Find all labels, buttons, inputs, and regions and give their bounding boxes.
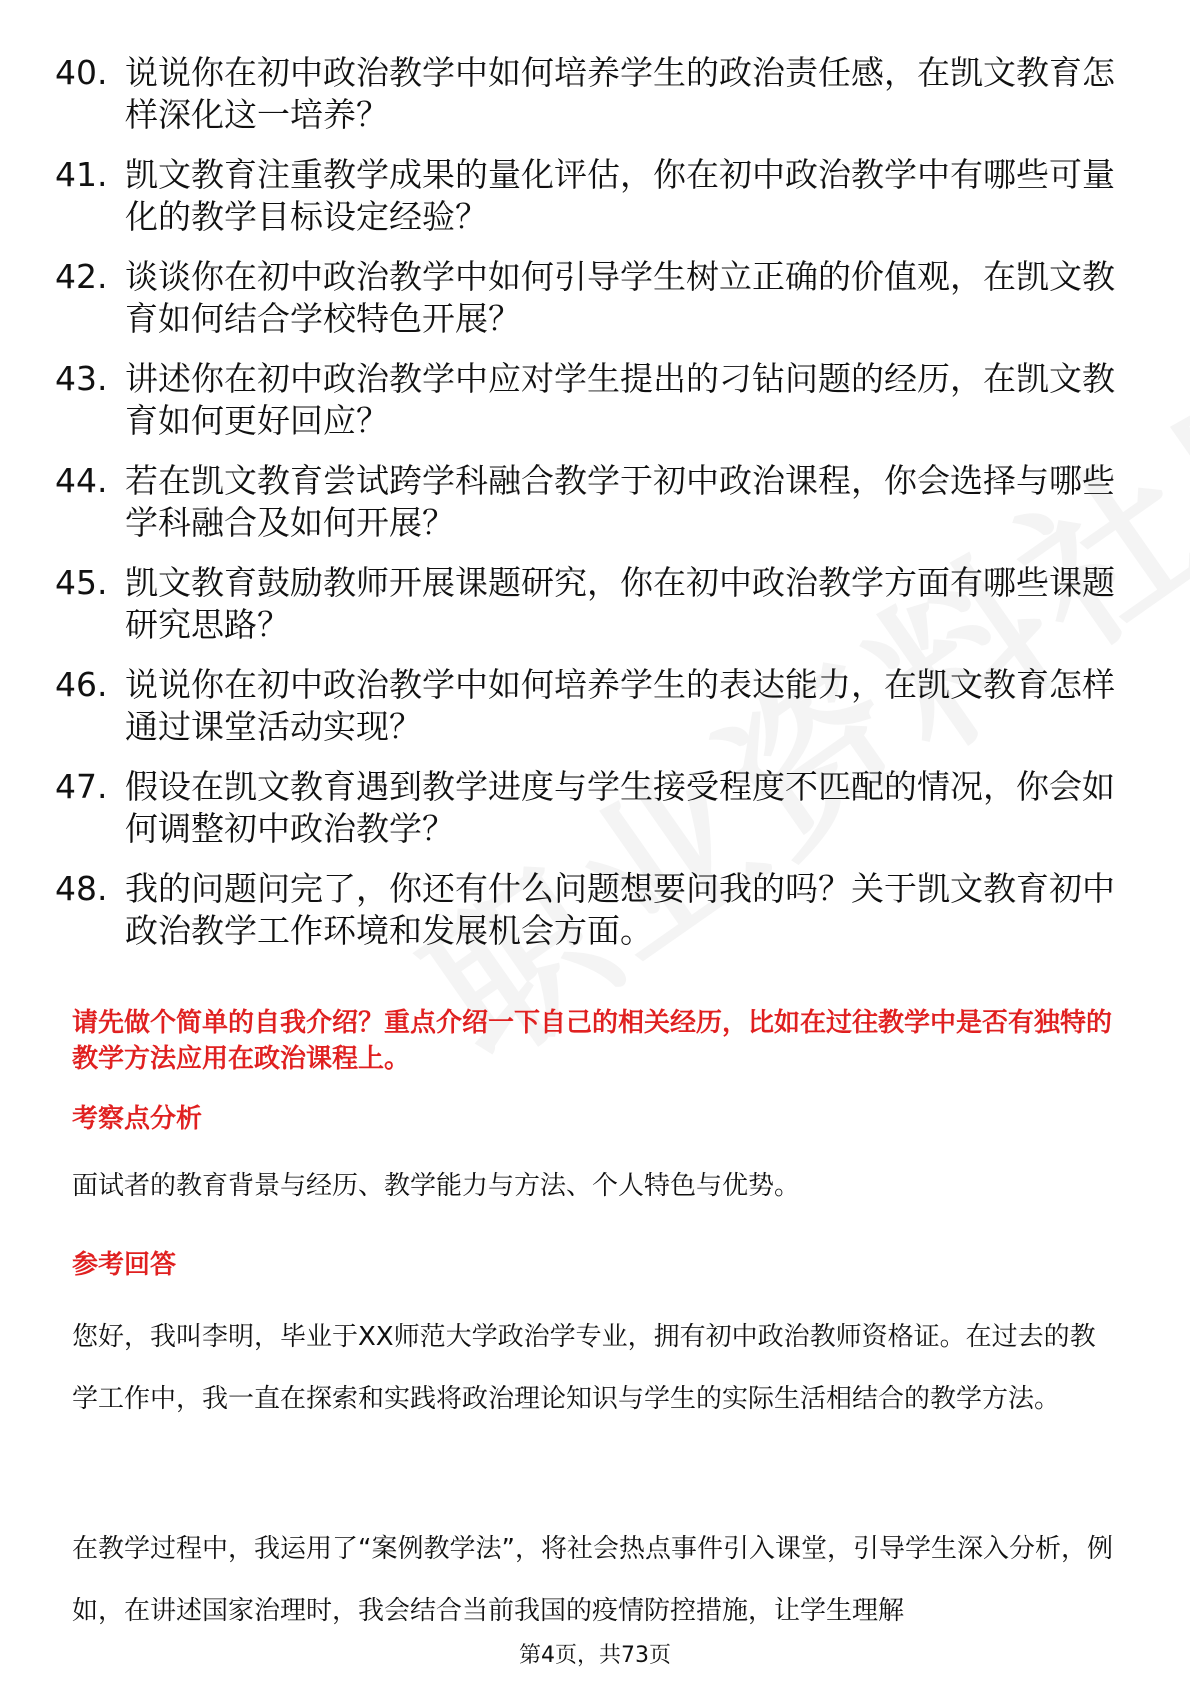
question-number: 47. [55, 767, 108, 806]
question-number: 44. [55, 461, 108, 500]
answer-heading: 参考回答 [72, 1250, 177, 1280]
analysis-text: 面试者的教育背景与经历、教学能力与方法、个人特色与优势。 [72, 1171, 801, 1201]
question-item [55, 52, 1130, 136]
question-item [55, 766, 1130, 850]
question-text: 凯文教育注重教学成果的量化评估，你在初中政治教学中有哪些可量化的教学目标设定经验？ [125, 155, 1115, 236]
question-text: 说说你在初中政治教学中如何培养学生的表达能力，在凯文教育怎样通过课堂活动实现？ [125, 665, 1115, 746]
question-number: 40. [55, 53, 108, 92]
page-footer: 第4页，共73页 [519, 1643, 671, 1668]
question-item [55, 256, 1130, 340]
answer-paragraph-1: 您好，我叫李明，毕业于XX师范大学政治学专业，拥有初中政治教师资格证。在过去的教学工作中，我一直在探索和实践将政治理论知识与学生的实际生活相结合的教学方法。 [72, 1322, 1096, 1414]
question-item [55, 562, 1130, 646]
question-item [55, 664, 1130, 748]
question-text: 假设在凯文教育遇到教学进度与学生接受程度不匹配的情况，你会如何调整初中政治教学？ [125, 767, 1115, 848]
intro-question: 请先做个简单的自我介绍？重点介绍一下自己的相关经历，比如在过往教学中是否有独特的教学方法应用在政治课程上。 [72, 1008, 1113, 1074]
question-text: 我的问题问完了，你还有什么问题想要问我的吗？关于凯文教育初中政治教学工作环境和发展机会方面。 [125, 869, 1115, 950]
question-item [55, 868, 1130, 952]
question-item [55, 154, 1130, 238]
answer-paragraph-2: 在教学过程中，我运用了“案例教学法”，将社会热点事件引入课堂，引导学生深入分析，例如，在讲述国家治理时，我会结合当前我国的疫情防控措施，让学生理解 [72, 1534, 1113, 1626]
question-number: 43. [55, 359, 108, 398]
analysis-heading: 考察点分析 [72, 1104, 203, 1134]
question-item [55, 460, 1130, 544]
question-item [55, 358, 1130, 442]
question-number: 45. [55, 563, 108, 602]
question-text: 说说你在初中政治教学中如何培养学生的政治责任感，在凯文教育怎样深化这一培养？ [125, 53, 1115, 134]
question-number: 42. [55, 257, 108, 296]
question-list [55, 52, 1130, 970]
question-text: 讲述你在初中政治教学中应对学生提出的刁钻问题的经历，在凯文教育如何更好回应？ [125, 359, 1115, 440]
question-number: 41. [55, 155, 108, 194]
question-number: 48. [55, 869, 108, 908]
question-text: 若在凯文教育尝试跨学科融合教学于初中政治课程，你会选择与哪些学科融合及如何开展？ [125, 461, 1115, 542]
question-text: 谈谈你在初中政治教学中如何引导学生树立正确的价值观，在凯文教育如何结合学校特色开展？ [125, 257, 1115, 338]
question-number: 46. [55, 665, 108, 704]
question-text: 凯文教育鼓励教师开展课题研究，你在初中政治教学方面有哪些课题研究思路？ [125, 563, 1115, 644]
